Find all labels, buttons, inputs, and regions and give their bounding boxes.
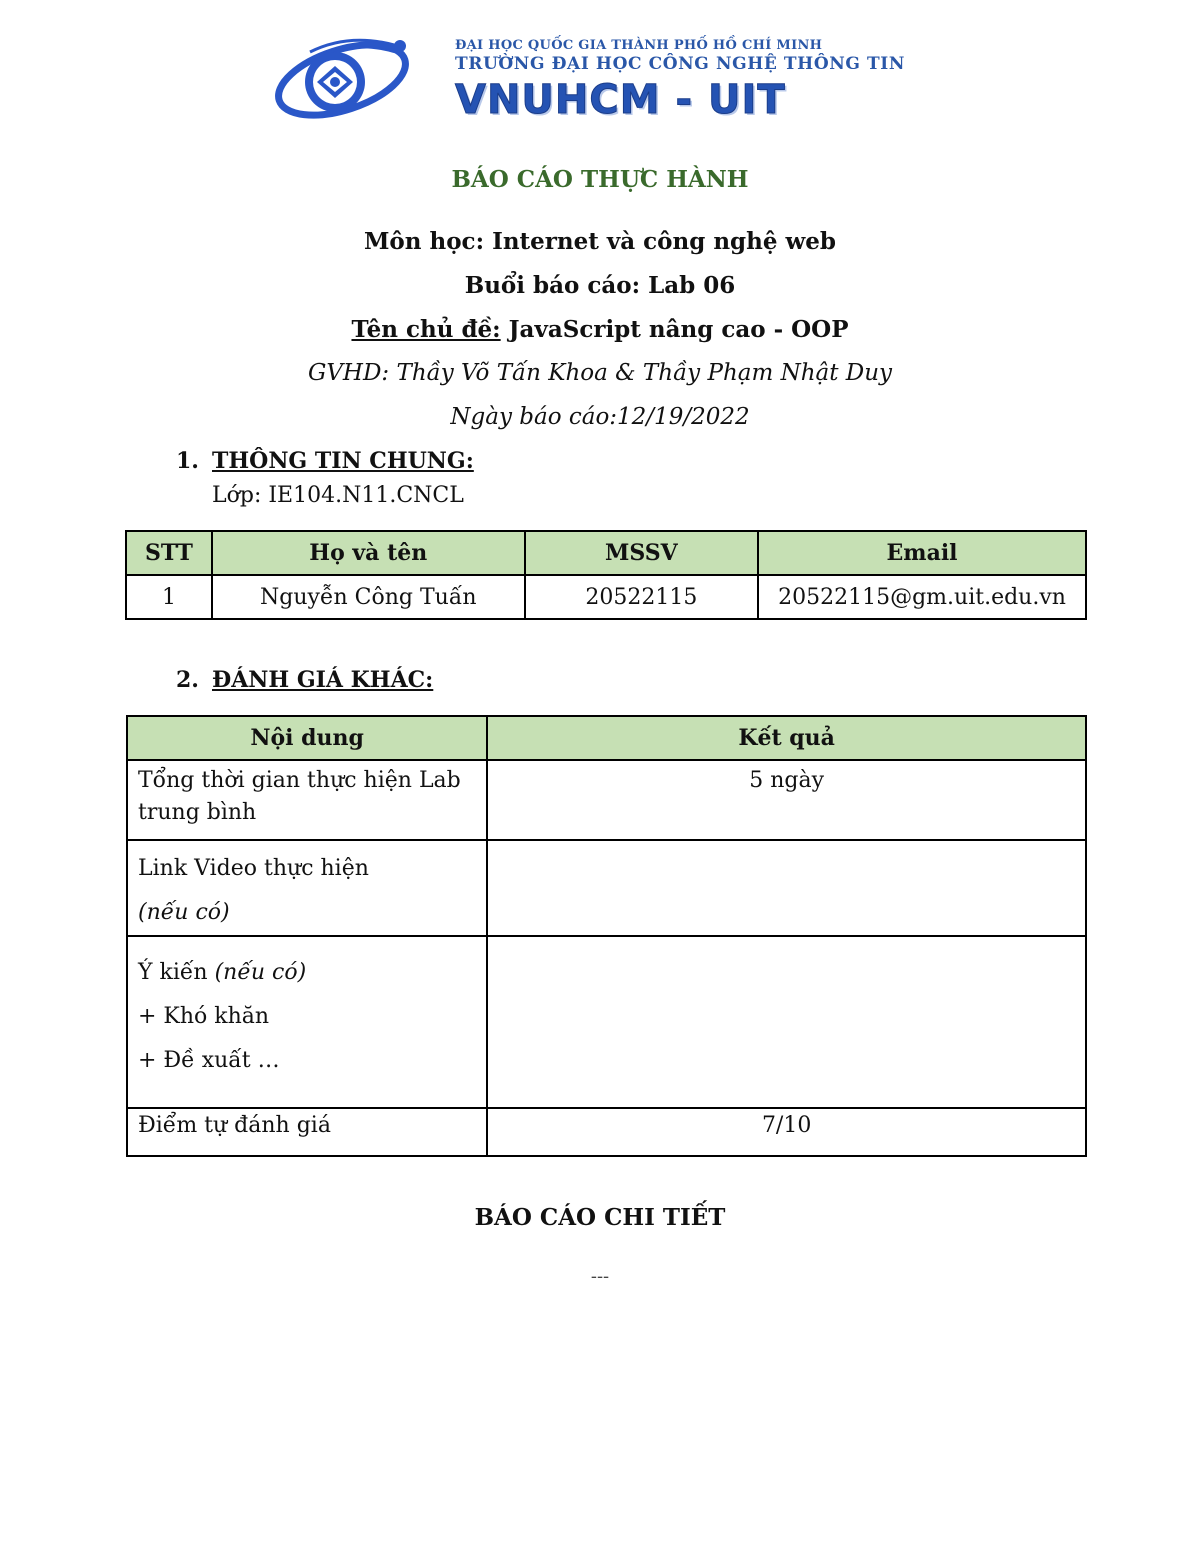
row-label-line2: + Khó khăn [138,1004,270,1029]
column-header: Kết quả [487,716,1086,760]
column-header: Họ và tên [212,531,525,575]
row-note: (nếu có) [214,960,307,985]
row-label-cell [127,936,487,1108]
row-label: Link Video thực hiện [138,856,369,881]
row-value: 7/10 [487,1108,1086,1156]
column-header: Email [758,531,1086,575]
table-row [126,575,1086,619]
topic-label: Tên chủ đề: [351,316,501,343]
row-label: Ý kiến [138,960,215,985]
row-value: 5 ngày [487,760,1086,840]
table-row [127,760,1086,840]
separator: --- [590,1266,610,1287]
instructors-line: GVHD: Thầy Võ Tấn Khoa & Thầy Phạm Nhật Duy [307,360,893,386]
university-header [270,32,930,132]
section-title: THÔNG TIN CHUNG: [212,448,474,474]
column-header: MSSV [525,531,758,575]
section-general-info-heading [176,448,474,474]
row-label-cell [127,840,487,936]
row-label: Tổng thời gian thực hiện Lab trung bình [127,760,487,840]
class-line: Lớp: IE104.N11.CNCL [212,483,464,508]
section-number: 2. [176,667,199,693]
topic-value: JavaScript nâng cao - OOP [500,316,849,343]
row-label-line [138,951,476,995]
row-label-line3: + Đề xuất … [138,1048,280,1073]
uit-logo-emblem [270,32,420,122]
column-header: STT [126,531,212,575]
section-other-evaluation-heading [176,667,433,693]
topic-line [0,316,1200,343]
row-note: (nếu có) [138,900,230,925]
subject-line: Môn học: Internet và công nghệ web [363,228,837,255]
column-header: Nội dung [127,716,487,760]
student-info-table [125,530,1087,620]
cell-mssv: 20522115 [525,575,758,619]
row-value [487,840,1086,936]
table-header-row [126,531,1086,575]
table-row [127,840,1086,936]
university-name-line1: ĐẠI HỌC QUỐC GIA THÀNH PHỐ HỒ CHÍ MINH [455,38,823,53]
cell-email: 20522115@gm.uit.edu.vn [758,575,1086,619]
cell-stt: 1 [126,575,212,619]
brand-wordmark: VNUHCM - UIT [455,77,786,123]
evaluation-table [126,715,1087,1157]
row-label: Điểm tự đánh giá [127,1108,487,1156]
university-name-line2: TRƯỜNG ĐẠI HỌC CÔNG NGHỆ THÔNG TIN [455,54,905,74]
report-date: Ngày báo cáo:12/19/2022 [450,404,750,430]
row-value [487,936,1086,1108]
section-number: 1. [176,448,199,474]
cell-name: Nguyễn Công Tuấn [212,575,525,619]
session-line: Buổi báo cáo: Lab 06 [464,272,736,299]
section-title: ĐÁNH GIÁ KHÁC: [212,667,434,693]
detail-report-title: BÁO CÁO CHI TIẾT [474,1204,726,1231]
table-row [127,936,1086,1108]
report-title: BÁO CÁO THỰC HÀNH [451,166,749,193]
table-row [127,1108,1086,1156]
table-header-row [127,716,1086,760]
